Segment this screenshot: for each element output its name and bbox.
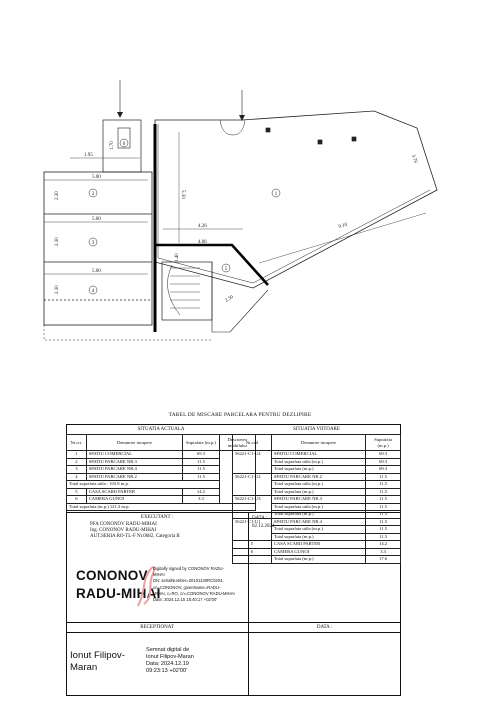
cell: 69.3	[183, 451, 219, 459]
sig-line: cn=CONONOV, givenName=RADU-	[153, 584, 221, 590]
receptionat-name: Ionut Filipov-	[70, 650, 125, 661]
col-header: Denumire incapere	[86, 435, 183, 451]
cell: Total suprafata utila (m.p.)	[271, 458, 365, 466]
room-1-outline	[155, 111, 437, 288]
current-situation-table	[66, 434, 256, 511]
dim-label: 5.00	[92, 217, 101, 222]
cell: 69.3	[366, 451, 401, 459]
separator	[66, 622, 401, 623]
dim-label: 4.26	[198, 224, 207, 229]
data-label: DATA :	[316, 625, 333, 630]
data-value: 02.12.2024	[252, 524, 275, 529]
cell: 4	[67, 473, 87, 481]
cell: 3	[67, 466, 87, 474]
dim-label: 3.76	[410, 154, 418, 164]
total-cell: Total suprafata utila : 103.8 m.p.	[67, 481, 220, 489]
cell: CAMERA GUNOI	[271, 548, 365, 556]
cell: 11.5	[183, 473, 219, 481]
cell: SPATIU PARCARE NR.4	[86, 466, 183, 474]
cell: 6	[233, 548, 272, 556]
table-row	[233, 496, 401, 504]
cell: 2	[67, 458, 87, 466]
separator	[248, 512, 249, 622]
executant-label: EXECUTANT :	[140, 515, 174, 520]
cell: SPATIU COMERCIAL	[271, 451, 365, 459]
cell: 11.5	[183, 466, 219, 474]
room-number: 3	[91, 241, 95, 246]
digital-signature-details	[153, 566, 235, 603]
cell: SPATIU PARCARE NR.3	[271, 496, 365, 504]
cell: SPATIU PARCARE NR.2	[86, 473, 183, 481]
cell: Total suprafata utila (m.p.)	[271, 526, 365, 534]
receptionat-name: Maran	[70, 662, 98, 673]
table-row	[233, 473, 401, 481]
cell: SPATIU COMERCIAL	[86, 451, 183, 459]
cell: 11.5	[366, 511, 401, 519]
cell: CAMERA GUNOI	[86, 496, 183, 504]
table-row	[67, 503, 256, 511]
sig-line: MIHAI, c=RO, cn=CONONOV RADU-MIHAI	[153, 590, 235, 596]
cell: 11.5	[366, 473, 401, 481]
dim-label: 2.30	[55, 191, 60, 200]
executant-line: Ing. CONONOV RADU-MIHAI	[90, 528, 157, 533]
executant-line: AUT.SERIA RO-TL-F Nr.0682, Categoria B	[90, 534, 180, 539]
cell: 3.3	[183, 496, 219, 504]
table-row	[233, 556, 401, 564]
executant-line: PFA CONONOV RADU-MIHAI	[90, 522, 157, 527]
sig-line: Date: 2024.12.15 15:40:17 +02'00'	[153, 597, 218, 603]
cell: 11.5	[366, 503, 401, 511]
cell: Total suprafata utila (m.p.)	[271, 481, 365, 489]
cell: Total suprafata (m.p.)	[271, 511, 365, 519]
separator	[66, 512, 401, 513]
cell: 5	[233, 541, 272, 549]
left-heading: SITUATIA ACTUALA	[137, 427, 185, 432]
table-row	[67, 451, 256, 459]
dim-label: 5.30	[180, 190, 185, 199]
separator	[248, 622, 249, 696]
col-header: Suprafata (m.p.)	[183, 435, 219, 451]
cell: Total suprafata utila (m.p.)	[271, 503, 365, 511]
right-heading: SITUATIA VIITOARE	[293, 427, 340, 432]
table-row	[233, 541, 401, 549]
cell: 3.3	[366, 548, 401, 556]
cell: 5	[67, 488, 87, 496]
cadastral-number: 56221-C1-U2	[233, 473, 272, 496]
total-cell: Total suprafata (m.p.) 121.3 m.p.	[67, 503, 256, 511]
cell: CASA SCARII PARTER	[86, 488, 183, 496]
table-title: TABEL DE MISCARE PARCELARA PENTRU DEZLIPIRE	[168, 412, 312, 418]
sig-line: MIHAI	[153, 572, 165, 578]
cell: 11.5	[366, 533, 401, 541]
sig-line: Semnat digital de	[146, 647, 190, 653]
cell: SPATIU PARCARE NR.4	[271, 518, 365, 526]
cell: 11.5	[183, 458, 219, 466]
separator	[66, 632, 401, 633]
sig-line: Ionut Filipov-Maran	[146, 654, 194, 660]
cell: SPATIU PARCARE NR.3	[86, 458, 183, 466]
data-label: DATA :	[252, 516, 268, 521]
cell: 1	[67, 451, 87, 459]
cell: 11.5	[366, 496, 401, 504]
cell: 14.2	[183, 488, 219, 496]
dim-label: 2.30	[55, 285, 60, 294]
receptionat-signature	[146, 647, 194, 675]
cell: 11.5	[366, 518, 401, 526]
col-header: Descrierea imobilului	[219, 435, 255, 451]
sig-line: Digitally signed by CONONOV RADU-	[153, 566, 224, 571]
dim-label: 1.40	[175, 253, 180, 262]
cell: 69.3	[366, 466, 401, 474]
cell: 17.6	[366, 556, 401, 564]
room-number: 1	[274, 192, 278, 197]
room-number: 2	[91, 192, 95, 197]
dim-label: 2.50	[224, 295, 235, 304]
cell: Total suprafata (m.p.)	[271, 556, 365, 564]
col-header: Nr.cad	[233, 435, 272, 451]
cell: 6	[67, 496, 87, 504]
dim-label: 1.95	[84, 153, 93, 158]
room-number: 5	[224, 267, 228, 272]
cell: 14.2	[366, 541, 401, 549]
room-number: 6	[122, 142, 126, 147]
dim-label: 5.00	[92, 269, 101, 274]
cell: 11.5	[366, 481, 401, 489]
dim-label: 4.06	[198, 240, 207, 245]
sig-line: DN: serialNumber=20101130RC0204,	[153, 578, 224, 584]
cell: Total suprafata (m.p.)	[271, 488, 365, 496]
cell: CASA SCARII PARTER	[271, 541, 365, 549]
col-header: Nr.crt.	[67, 435, 87, 451]
cadastral-number: 56221-C1-U3	[233, 496, 272, 519]
cell: 11.5	[366, 488, 401, 496]
cadastral-number: 56221-C1-U1	[233, 518, 272, 541]
dim-label: 5.00	[92, 175, 101, 180]
cell: 69.3	[366, 458, 401, 466]
dim-label: 1.70	[110, 141, 115, 150]
cadastral-number: 56221-C1-U4	[233, 451, 272, 474]
receptionat-label: RECEPTIONAT	[140, 625, 174, 630]
signature-name: CONONOV	[76, 568, 148, 583]
sig-line: Data: 2024.12.19	[146, 661, 189, 667]
cell: SPATIU PARCARE NR.2	[271, 473, 365, 481]
cell: Total suprafata (m.p.)	[271, 533, 365, 541]
dim-label: 2.30	[55, 237, 60, 246]
table-row	[233, 548, 401, 556]
cell: 11.5	[366, 526, 401, 534]
cell: Total suprafata (m.p.)	[271, 466, 365, 474]
col-header: Suprafata (m.p.)	[366, 435, 401, 451]
room-number: 4	[91, 289, 95, 294]
col-header: Denumire incapere	[271, 435, 365, 451]
future-situation-table	[232, 434, 401, 564]
parking-block	[44, 172, 152, 325]
dim-label: 9.10	[338, 222, 348, 230]
table-row	[233, 451, 401, 459]
signature-name: RADU-MIHAI	[76, 586, 161, 601]
sig-line: 09:23:13 +02'00'	[146, 668, 188, 674]
